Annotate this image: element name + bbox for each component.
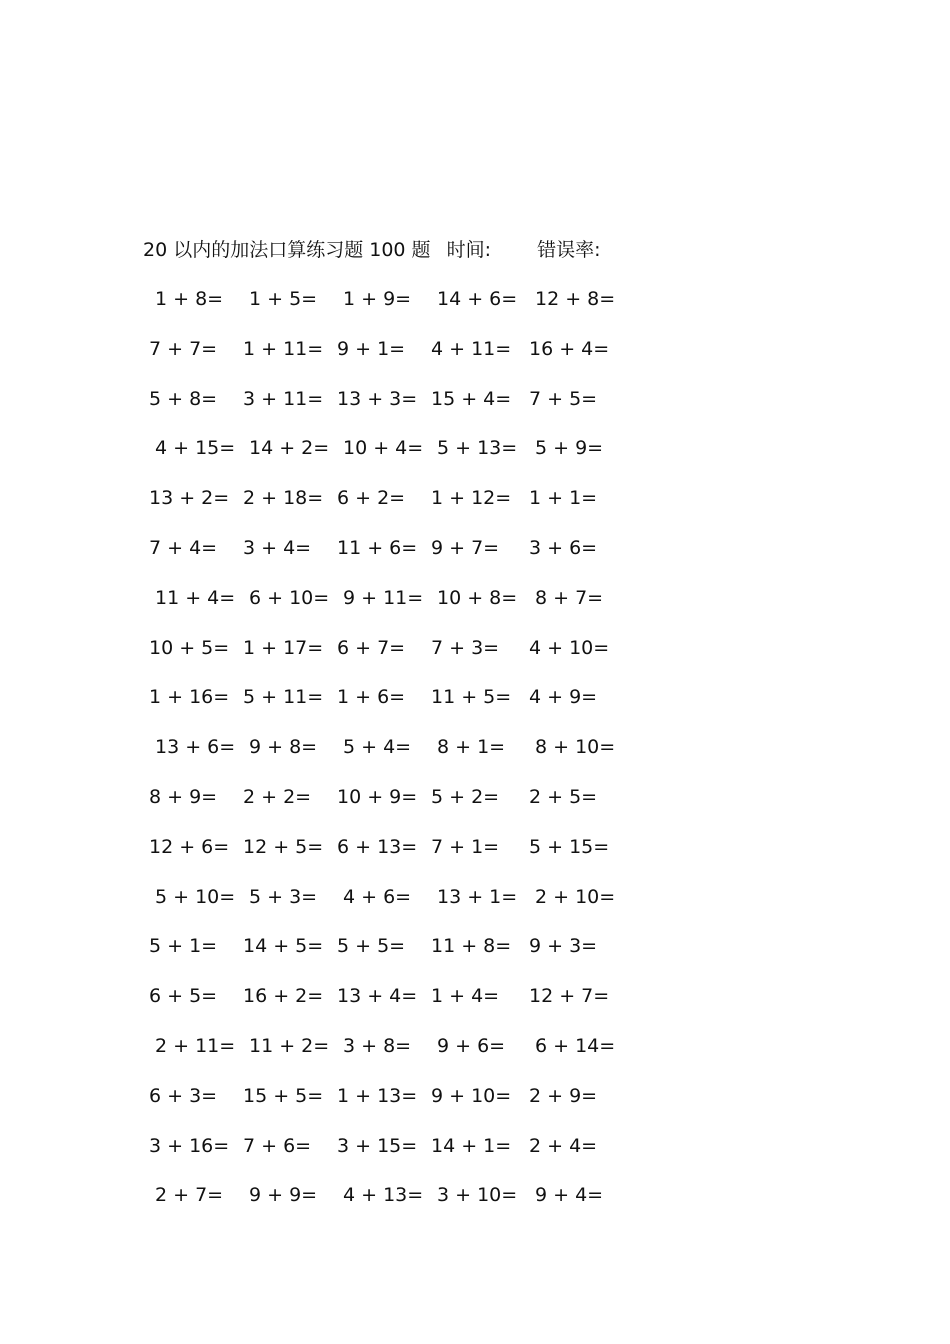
addition-problem: 14 + 6= — [437, 288, 518, 310]
problem-row — [0, 931, 950, 961]
addition-problem: 10 + 9= — [337, 786, 418, 808]
addition-problem: 1 + 5= — [249, 288, 318, 310]
addition-problem: 11 + 8= — [431, 935, 512, 958]
addition-problem: 2 + 9= — [529, 1084, 598, 1107]
addition-problem: 16 + 4= — [529, 337, 610, 360]
addition-problem: 5 + 13= — [437, 437, 518, 460]
addition-problem: 10 + 5= — [149, 636, 230, 659]
addition-problem: 5 + 2= — [431, 786, 500, 808]
addition-problem: 9 + 8= — [249, 736, 318, 759]
addition-problem: 14 + 5= — [243, 935, 324, 958]
addition-problem: 9 + 3= — [529, 935, 598, 958]
addition-problem: 16 + 2= — [243, 985, 324, 1008]
problem-row — [0, 384, 950, 414]
addition-problem: 14 + 2= — [249, 437, 330, 460]
problem-row — [0, 1081, 950, 1111]
addition-problem: 4 + 9= — [529, 686, 598, 709]
addition-problem: 13 + 6= — [155, 736, 236, 759]
problem-row — [0, 682, 950, 712]
problem-row — [0, 583, 950, 613]
problem-row — [0, 832, 950, 862]
addition-problem: 11 + 5= — [431, 686, 512, 709]
problem-row — [0, 533, 950, 563]
addition-problem: 2 + 2= — [243, 786, 312, 808]
problem-row — [0, 782, 950, 812]
addition-problem: 6 + 13= — [337, 835, 418, 858]
addition-problem: 8 + 9= — [149, 786, 218, 808]
addition-problem: 1 + 8= — [155, 288, 224, 310]
addition-problem: 1 + 16= — [149, 686, 230, 709]
problem-row — [0, 981, 950, 1011]
addition-problem: 7 + 1= — [431, 835, 500, 858]
addition-problem: 6 + 14= — [535, 1035, 616, 1057]
addition-problem: 13 + 1= — [437, 885, 518, 908]
addition-problem: 7 + 7= — [149, 337, 218, 360]
addition-problem: 7 + 5= — [529, 387, 598, 410]
addition-problem: 2 + 18= — [243, 487, 324, 510]
addition-problem: 12 + 5= — [243, 835, 324, 858]
addition-problem: 8 + 1= — [437, 736, 506, 759]
addition-problem: 12 + 8= — [535, 288, 616, 310]
addition-problem: 12 + 6= — [149, 835, 230, 858]
addition-problem: 1 + 11= — [243, 337, 324, 360]
addition-problem: 5 + 9= — [535, 437, 604, 460]
addition-problem: 8 + 7= — [535, 586, 604, 609]
addition-problem: 9 + 10= — [431, 1084, 512, 1107]
addition-problem: 10 + 8= — [437, 586, 518, 609]
addition-problem: 7 + 3= — [431, 636, 500, 659]
addition-problem: 3 + 10= — [437, 1184, 518, 1207]
problem-row — [0, 732, 950, 762]
problem-row — [0, 1031, 950, 1061]
addition-problem: 1 + 13= — [337, 1084, 418, 1107]
addition-problem: 4 + 6= — [343, 885, 412, 908]
addition-problem: 6 + 3= — [149, 1084, 218, 1107]
addition-problem: 5 + 5= — [337, 935, 406, 958]
addition-problem: 5 + 4= — [343, 736, 412, 759]
addition-problem: 9 + 1= — [337, 337, 406, 360]
problem-row — [0, 1180, 950, 1210]
addition-problem: 1 + 1= — [529, 487, 598, 510]
addition-problem: 13 + 2= — [149, 487, 230, 510]
addition-problem: 4 + 11= — [431, 337, 512, 360]
addition-problem: 1 + 12= — [431, 487, 512, 510]
addition-problem: 1 + 9= — [343, 288, 412, 310]
addition-problem: 2 + 11= — [155, 1035, 236, 1057]
addition-problem: 6 + 10= — [249, 586, 330, 609]
addition-problem: 5 + 15= — [529, 835, 610, 858]
problem-row — [0, 882, 950, 912]
addition-problem: 10 + 4= — [343, 437, 424, 460]
addition-problem: 4 + 13= — [343, 1184, 424, 1207]
addition-problem: 6 + 2= — [337, 487, 406, 510]
addition-problem: 15 + 5= — [243, 1084, 324, 1107]
addition-problem: 4 + 15= — [155, 437, 236, 460]
problem-row — [0, 483, 950, 513]
addition-problem: 9 + 4= — [535, 1184, 604, 1207]
problem-row — [0, 1131, 950, 1161]
problem-row — [0, 433, 950, 463]
addition-problem: 5 + 10= — [155, 885, 236, 908]
addition-problem: 13 + 4= — [337, 985, 418, 1008]
addition-problem: 11 + 4= — [155, 586, 236, 609]
addition-problem: 7 + 6= — [243, 1134, 312, 1157]
addition-problem: 5 + 11= — [243, 686, 324, 709]
addition-problem: 2 + 10= — [535, 885, 616, 908]
error-rate-label: 错误率: — [537, 239, 601, 261]
addition-problem: 2 + 4= — [529, 1134, 598, 1157]
addition-problem: 11 + 6= — [337, 537, 418, 559]
worksheet-title: 20 以内的加法口算练习题 100 题 — [143, 239, 431, 261]
addition-problem: 5 + 3= — [249, 885, 318, 908]
addition-problem: 15 + 4= — [431, 387, 512, 410]
addition-problem: 2 + 7= — [155, 1184, 224, 1207]
addition-problem: 1 + 6= — [337, 686, 406, 709]
addition-problem: 3 + 16= — [149, 1134, 230, 1157]
addition-problem: 3 + 6= — [529, 537, 598, 559]
addition-problem: 1 + 17= — [243, 636, 324, 659]
addition-problem: 3 + 11= — [243, 387, 324, 410]
addition-problem: 4 + 10= — [529, 636, 610, 659]
addition-problem: 2 + 5= — [529, 786, 598, 808]
problem-row — [0, 284, 950, 314]
problem-row — [0, 334, 950, 364]
time-label: 时间: — [446, 239, 492, 261]
addition-problem: 5 + 1= — [149, 935, 218, 958]
addition-problem: 9 + 7= — [431, 537, 500, 559]
addition-problem: 3 + 4= — [243, 537, 312, 559]
addition-problem: 11 + 2= — [249, 1035, 330, 1057]
addition-problem: 9 + 9= — [249, 1184, 318, 1207]
addition-problem: 13 + 3= — [337, 387, 418, 410]
addition-problem: 6 + 7= — [337, 636, 406, 659]
addition-problem: 14 + 1= — [431, 1134, 512, 1157]
problem-row — [0, 633, 950, 663]
addition-problem: 12 + 7= — [529, 985, 610, 1008]
addition-problem: 5 + 8= — [149, 387, 218, 410]
addition-problem: 3 + 15= — [337, 1134, 418, 1157]
addition-problem: 1 + 4= — [431, 985, 500, 1008]
addition-problem: 9 + 11= — [343, 586, 424, 609]
addition-problem: 6 + 5= — [149, 985, 218, 1008]
addition-problem: 7 + 4= — [149, 537, 218, 559]
addition-problem: 3 + 8= — [343, 1035, 412, 1057]
addition-problem: 8 + 10= — [535, 736, 616, 759]
addition-problem: 9 + 6= — [437, 1035, 506, 1057]
